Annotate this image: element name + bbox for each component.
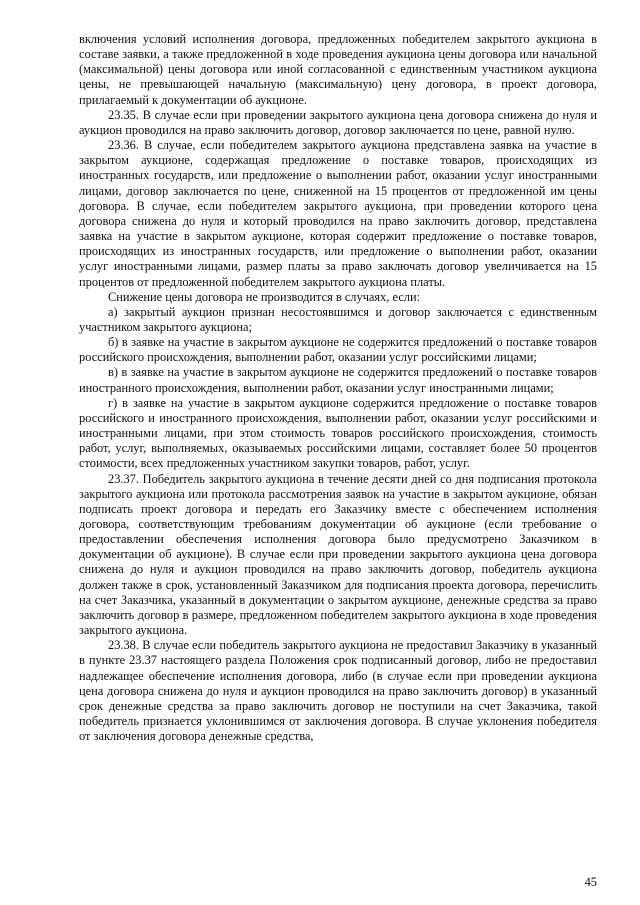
document-page (79, 32, 597, 892)
list-item-a: а) закрытый аукцион признан несостоявшимся и договор заключается с единственным участником закрытого аукциона; (79, 304, 597, 334)
paragraph-price-reduction-exceptions: Снижение цены договора не производится в случаях, если: (108, 289, 421, 304)
paragraph-23-38: 23.38. В случае если победитель закрытого аукциона не предоставил Заказчику в указанный в пункте 23.37 настоящего раздела Положения срок подписанный договор, либо не предоставил надлежащее обеспечение исполнения договора, либо (в случае если при проведении аукциона цена договора снижена до нуля и аукцион проводился на право заключить договор) в указанный срок денежные средства за право заключить договор не поступили на счет Заказчика, такой победитель признается уклонившимся от заключения договора. В случае уклонения победителя от заключения договора денежные средства, (79, 638, 597, 744)
paragraph-23-35: 23.35. В случае если при проведении закрытого аукциона цена договора снижена до нуля и аукцион проводился на право заключить договор, договор заключается по цене, равной нулю. (79, 107, 597, 137)
paragraph-continuation: включения условий исполнения договора, предложенных победителем закрытого аукциона в составе заявки, а также предложенной в ходе проведения аукциона цены договора или начальной (максимальной) цены договора или иной согласованной с единственным участником аукциона цены, не превышающей начальную (максимальную) цену договора, в проект договора, прилагаемый к документации об аукционе. (79, 32, 597, 107)
list-item-g: г) в заявке на участие в закрытом аукционе содержится предложение о поставке товаров российского и иностранного происхождения, выполнении работ, оказании услуг российскими и иностранными лицами, при этом стоимость товаров российского происхождения, стоимость работ, услуг, выполняемых, оказываемых российскими лицами, составляет более 50 процентов стоимости, всех предложенных участником закупки товаров, работ, услуг. (79, 395, 597, 471)
paragraph-23-37: 23.37. Победитель закрытого аукциона в течение десяти дней со дня подписания протокола закрытого аукциона или протокола рассмотрения заявок на участие в закрытом аукционе, обязан подписать проект договора и передать его Заказчику вместе с обеспечением исполнения договора, соответствующим требованиям документации об аукционе (если требование о предоставлении обеспечения исполнения договора было предусмотрено Заказчиком в документации об аукционе). В случае если при проведении закрытого аукциона цена договора снижена до нуля и аукцион проводился на право заключить договор, победитель аукциона должен также в срок, установленный Заказчиком для подписания проекта договора, перечислить на счет Заказчика, указанный в документации о закрытом аукционе, денежные средства за право заключить договор в размере, предложенном победителем закрытого аукциона в ходе проведения закрытого аукциона. (79, 471, 597, 638)
list-item-b: б) в заявке на участие в закрытом аукционе не содержится предложений о поставке товаров российского происхождения, выполнении работ, оказании услуг российскими лицами; (79, 335, 597, 365)
paragraph-23-36: 23.36. В случае, если победителем закрытого аукциона представлена заявка на участие в закрытом аукционе, содержащая предложение о поставке товаров, происходящих из иностранных государств, или предложение о выполнении работ, оказании услуг иностранными лицами, договор заключается по цене, сниженной на 15 процентов от предложенной им цены договора. В случае, если победителем закрытого аукциона, при проведении которого цена договора снижена до нуля и который проводился на право заключить договор, представлена заявка на участие в закрытом аукционе, которая содержит предложение о поставке товаров, происходящих из иностранных государств, или предложение о выполнении работ, оказании услуг иностранными лицами, размер платы за право заключать договор увеличивается на 15 процентов от предложенной победителем закрытого аукциона платы. (79, 138, 597, 289)
list-item-v: в) в заявке на участие в закрытом аукционе не содержится предложений о поставке товаров иностранного происхождения, выполнении работ, оказании услуг иностранными лицами; (79, 365, 597, 395)
page-number: 45 (584, 875, 597, 889)
